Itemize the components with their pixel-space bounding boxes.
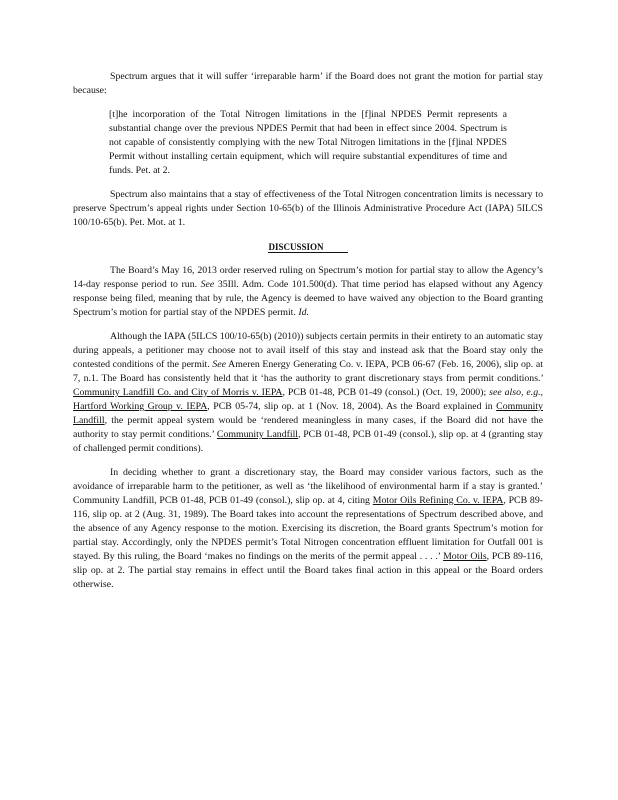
text-run: , PCB 01-48, PCB 01-49 (consol.), slip op. at 4 (granting stay of challenged permit conditions). <box>73 429 543 454</box>
paragraph-board-order <box>73 264 543 320</box>
heading-text: DISCUSSION <box>268 242 347 253</box>
text-run: , PCB 05-74, slip op. at 1 (Nov. 18, 2004). As the Board explained in <box>207 401 493 412</box>
text-run: Although the IAPA (5ILCS 100/10-65(b) (2010)) subjects certain permits in their entirety to an automatic stay during appeals, a petitioner may choose not to avail itself of this stay and instead ask that the Board stay only the contested conditions of the permit. <box>73 331 543 370</box>
spacer <box>73 254 543 264</box>
block-quote-petition: [t]he incorporation of the Total Nitrogen limitations in the [f]inal NPDES Permit represents a substantial change over the previous NPDES Permit that had been in effect since 2004. Spectrum is not capable of consistently complying with the new Total Nitrogen limitations in the [f]inal NPDES Permit without installing certain equipment, which will require substantial expenditures of time and funds. Pet. at 2. <box>109 109 507 176</box>
text-run: , PCB 01-48, PCB 01-49 (consol.) (Oct. 19, 2000); <box>282 387 487 398</box>
text-run: The Board’s May 16, 2013 order reserved ruling on Spectrum’s motion for partial stay to allow the Agency’s 14-day response period to run. <box>73 265 543 290</box>
spacer <box>73 456 543 466</box>
case-citation: Motor Oils Refining Co. v. IEPA <box>372 495 504 506</box>
section-heading-discussion <box>73 240 543 254</box>
paragraph-spectrum-argues: Spectrum argues that it will suffer ‘irreparable harm’ if the Board does not grant the motion for partial stay because: <box>73 71 543 96</box>
case-citation: Community Landfill Co. and City of Morris v. IEPA <box>73 387 283 398</box>
paragraph-spectrum-maintains: Spectrum also maintains that a stay of effectiveness of the Total Nitrogen concentration limits is necessary to preserve Spectrum’s appeal rights under Section 10-65(b) of the Illinois Administrative Procedure Act (IAPA) 5ILCS 100/10-65(b). Pet. Mot. at 1. <box>73 189 543 228</box>
spacer <box>73 178 543 188</box>
signal-id: Id. <box>298 307 309 318</box>
case-citation: Hartford Working Group v. IEPA <box>73 401 208 412</box>
case-citation: Community Landfill <box>216 429 299 440</box>
paragraph-discretionary-stay <box>73 466 543 592</box>
spacer <box>73 230 543 240</box>
case-citation: Community Landfill <box>73 401 543 426</box>
paragraph-iapa-stay <box>73 330 543 456</box>
signal-see: See <box>200 279 215 290</box>
text-run: 35Ill. Adm. Code 101.500(d). That time period has elapsed without any Agency response being filed, meaning that by rule, the Agency is deemed to have waived any objection to the Board granting Spectrum’s motion for partial stay of the NPDES permit. <box>73 279 543 318</box>
text-run: , the permit appeal system would be ‘rendered meaningless in many cases, if the Board did not have the authority to stay permit conditions.’ <box>73 415 543 440</box>
text-run: Ameren Energy Generating Co. v. IEPA, PCB 06-67 (Feb. 16, 2006), slip op. at 7, n.1. The Board has consistently held that it ‘has the authority to grant discretionary stays from permit conditions.’ <box>73 359 543 384</box>
signal-see: See <box>212 359 227 370</box>
case-citation: Motor Oils <box>443 551 487 562</box>
spacer <box>73 98 543 108</box>
text-run: , PCB 89-116, slip op. at 2. The partial stay remains in effect until the Board takes final action in this appeal or the Board orders otherwise. <box>73 551 543 590</box>
spacer <box>73 320 543 330</box>
signal-see-also: see also, e.g., <box>489 387 543 398</box>
document-page <box>73 70 543 592</box>
text-run: , PCB 89-116, slip op. at 2 (Aug. 31, 1989). The Board takes into account the representations of Spectrum described above, and the absence of any Agency response to the motion. Exercising its discretion, the Board grants Spectrum’s motion for partial stay. Accordingly, only the NPDES permit’s Total Nitrogen concentration effluent limitation for Outfall 001 is stayed. By this ruling, the Board ‘makes no findings on the merits of the permit appeal . . . .’ <box>73 495 543 562</box>
text-run: In deciding whether to grant a discretionary stay, the Board may consider various factors, such as the avoidance of irreparable harm to the petitioner, as well as ‘the likelihood of environmental harm if a stay is granted.’ Community Landfill, PCB 01-48, PCB 01-49 (consol.), slip op. at 4, citing <box>73 467 543 506</box>
